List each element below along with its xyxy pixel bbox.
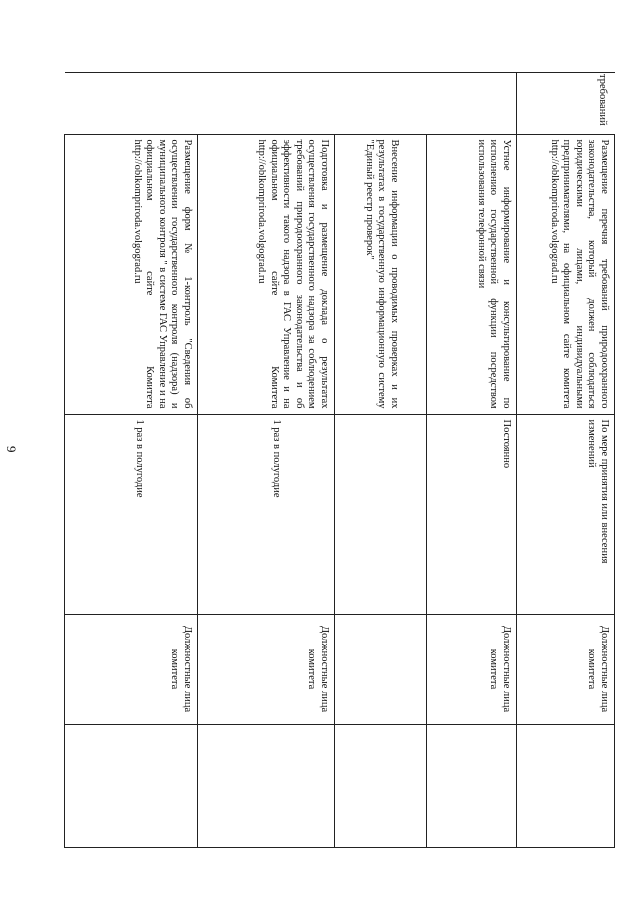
table-row: [65, 72, 198, 847]
empty-cell: [335, 724, 427, 847]
first-column-label: требований: [517, 72, 615, 134]
deadline-cell: [335, 414, 427, 614]
responsible-cell: Должностные лица комитета: [517, 614, 615, 724]
requirements-table: [65, 72, 615, 847]
deadline-cell: [65, 414, 198, 614]
deadline-text: 1 раз в полугодие: [271, 419, 282, 498]
empty-cell: [198, 724, 335, 847]
empty-cell: [427, 724, 517, 847]
deadline-cell: По мере принятия или внесения изменений: [517, 414, 615, 614]
responsible-cell: Должностные лица комитета: [198, 614, 335, 724]
empty-cell: [198, 72, 335, 134]
empty-cell: [427, 72, 517, 134]
empty-cell: [65, 724, 198, 847]
activities-table: [64, 72, 615, 848]
responsible-cell: Должностные лица комитета: [65, 614, 198, 724]
empty-cell: [335, 72, 427, 134]
table-row: [427, 72, 517, 847]
table-row: [198, 72, 335, 847]
activity-text: Внесение информации о проводимых проверках и их результатах в государственную информационную систему "Единый реестр проверок": [364, 139, 400, 409]
deadline-cell: [198, 414, 335, 614]
deadline-cell: Постоянно: [427, 414, 517, 614]
activity-cell: Размещение перечня требований природоохранного законодательства, который должен соблюдаться юридическими лицами, индивидуальными предпринимателями, на официальном сайте комитета http://oblkompriroda.volgograd.ru: [517, 134, 615, 414]
activity-cell: [335, 134, 427, 414]
left-margin-strip: [65, 72, 615, 78]
empty-cell: [65, 72, 198, 134]
activity-cell: Устное информирование и консультирование по исполнению государственной функции посредством использования телефонной связи: [427, 134, 517, 414]
table-row: [517, 72, 615, 847]
table-row: [335, 72, 427, 847]
responsible-cell: [335, 614, 427, 724]
responsible-cell: Должностные лица комитета: [427, 614, 517, 724]
page-number: 9: [4, 446, 19, 453]
deadline-text: 1 раз в полугодие: [134, 419, 145, 498]
activity-cell: Размещение форм № 1-контроль "Сведения об осуществлении государственного контроля (надзора) и муниципального контроля " в системе ГАС Управление и на официальном сайте Комитета http://oblkompriroda.volgograd.ru: [65, 134, 198, 414]
empty-cell: [517, 724, 615, 847]
activity-cell: Подготовка и размещение доклада о результатах осуществления государственного надзора за соблюдением требований природоохранного законодательства и об эффективности такого надзора в ГАС Управление и на официальном сайте Комитета http://oblkompriroda.volgograd.ru: [198, 134, 335, 414]
